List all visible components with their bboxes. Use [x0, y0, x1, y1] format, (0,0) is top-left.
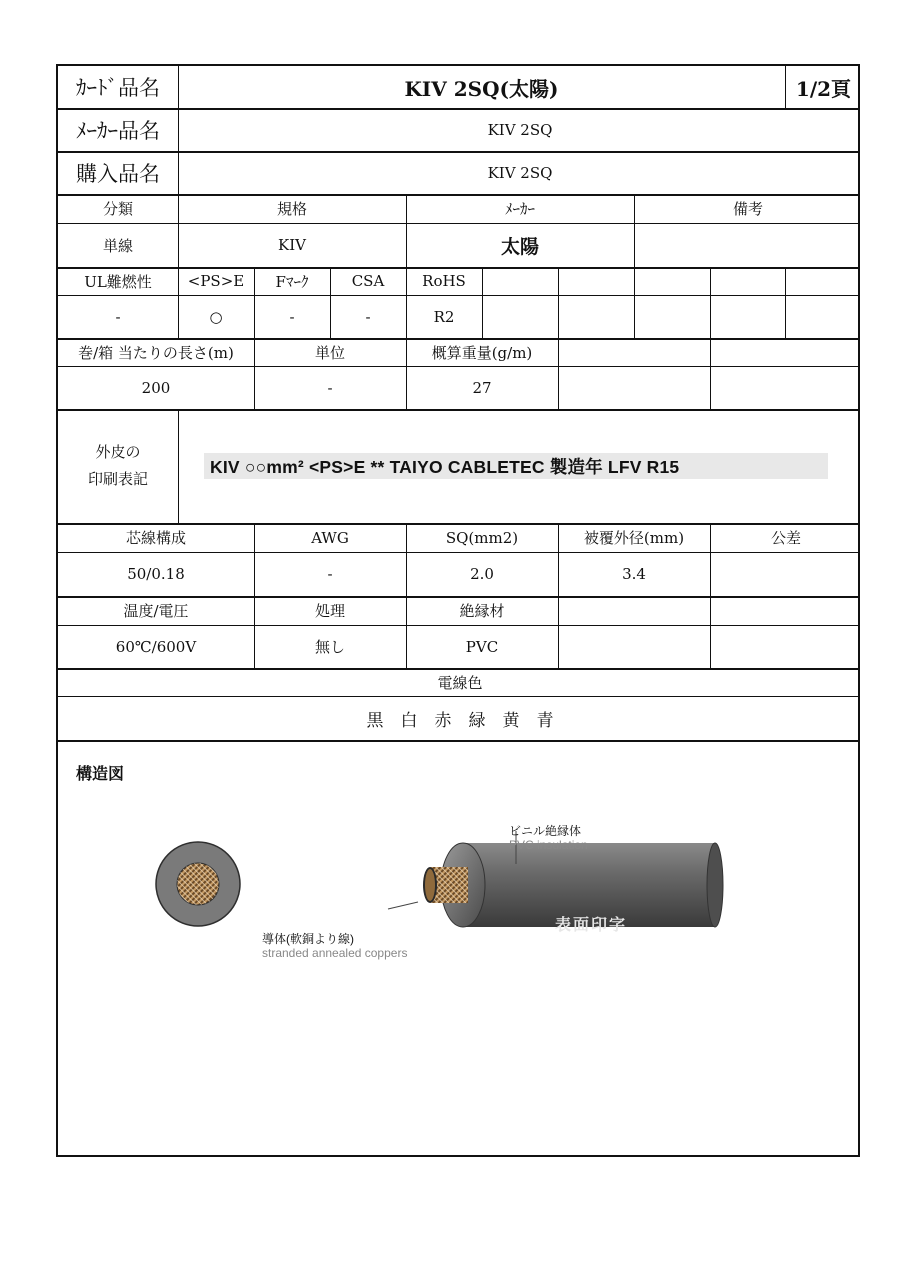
- card-name-value: KIV 2SQ(太陽): [404, 76, 559, 101]
- standard-header: 規格: [276, 200, 307, 218]
- treatment-value: 無し: [314, 638, 345, 656]
- length-per-reel-value: 200: [141, 378, 171, 397]
- print-marking-label-line1: 外皮の: [95, 443, 141, 461]
- page-number: 1/2頁: [795, 76, 852, 101]
- pse-value: ○: [209, 307, 223, 326]
- sq-value: 2.0: [470, 565, 494, 583]
- print-marking-label-line2: 印刷表記: [87, 470, 148, 488]
- outer-diameter-header: 被覆外径(mm): [583, 529, 685, 547]
- conductor-label-en: stranded annealed coppers: [262, 946, 408, 960]
- surface-print-label: 表面印字: [555, 915, 628, 934]
- classification-value: 単線: [102, 236, 133, 255]
- maker-value: 太陽: [500, 235, 539, 258]
- strand-config-header: 芯線構成: [125, 529, 186, 547]
- treatment-header: 処理: [314, 602, 345, 620]
- wire-color-header: 電線色: [437, 673, 483, 692]
- length-per-reel-header: 巻/箱 当たりの長さ(m): [78, 343, 234, 362]
- csa-value: -: [365, 307, 371, 326]
- purchase-name-label: 購入品名: [76, 161, 160, 186]
- f-mark-header: Fﾏｰｸ: [275, 272, 309, 291]
- pse-header: <PS>E: [187, 272, 245, 290]
- ul-flame-header: UL難燃性: [84, 272, 152, 291]
- remarks-header: 備考: [732, 200, 763, 218]
- awg-value: -: [327, 565, 333, 583]
- maker-name-label: ﾒｰｶｰ品名: [76, 118, 160, 143]
- purchase-name-value: KIV 2SQ: [487, 163, 553, 182]
- structure-title: 構造図: [76, 764, 125, 783]
- temp-voltage-value: 60℃/600V: [115, 637, 197, 656]
- remarks-value: [634, 223, 862, 267]
- standard-value: KIV: [278, 236, 306, 254]
- print-marking-label: [58, 409, 178, 523]
- insulation-header: 絶縁材: [459, 602, 505, 620]
- csa-header: CSA: [351, 272, 385, 290]
- card-name-label: ｶｰﾄﾞ品名: [76, 76, 160, 100]
- cable-structure-diagram: [58, 756, 858, 976]
- maker-header: ﾒｰｶｰ: [504, 200, 535, 218]
- insulation-label-en: PVC insulation: [509, 838, 588, 852]
- insulation-value: PVC: [465, 637, 499, 656]
- cross-section: [156, 842, 240, 926]
- rohs-header: RoHS: [422, 272, 466, 290]
- weight-value: 27: [472, 378, 492, 397]
- tolerance-value: [710, 552, 862, 596]
- sq-header: SQ(mm2): [445, 528, 519, 547]
- classification-header: 分類: [102, 200, 133, 218]
- unit-value: -: [327, 378, 333, 397]
- tolerance-header: 公差: [770, 529, 801, 547]
- strand-config-value: 50/0.18: [127, 565, 185, 583]
- unit-header: 単位: [314, 343, 345, 362]
- outer-diameter-value: 3.4: [622, 565, 646, 583]
- f-mark-value: -: [289, 307, 295, 326]
- temp-voltage-header: 温度/電圧: [123, 602, 189, 620]
- weight-header: 概算重量(g/m): [431, 343, 533, 362]
- rohs-value: R2: [433, 307, 455, 326]
- maker-name-value: KIV 2SQ: [487, 120, 553, 139]
- spec-card: [56, 64, 860, 1157]
- insulation-label-jp: ビニル絶縁体: [509, 824, 582, 838]
- awg-header: AWG: [311, 528, 349, 547]
- wire-color-value: 黒 白 赤 緑 黄 青: [366, 710, 554, 731]
- print-marking-text: KIV ○○mm² <PS>E ** TAIYO CABLETEC 製造年 LFV R15: [204, 453, 828, 479]
- ul-flame-value: -: [115, 307, 121, 326]
- conductor-label-jp: 導体(軟銅より線): [262, 932, 354, 946]
